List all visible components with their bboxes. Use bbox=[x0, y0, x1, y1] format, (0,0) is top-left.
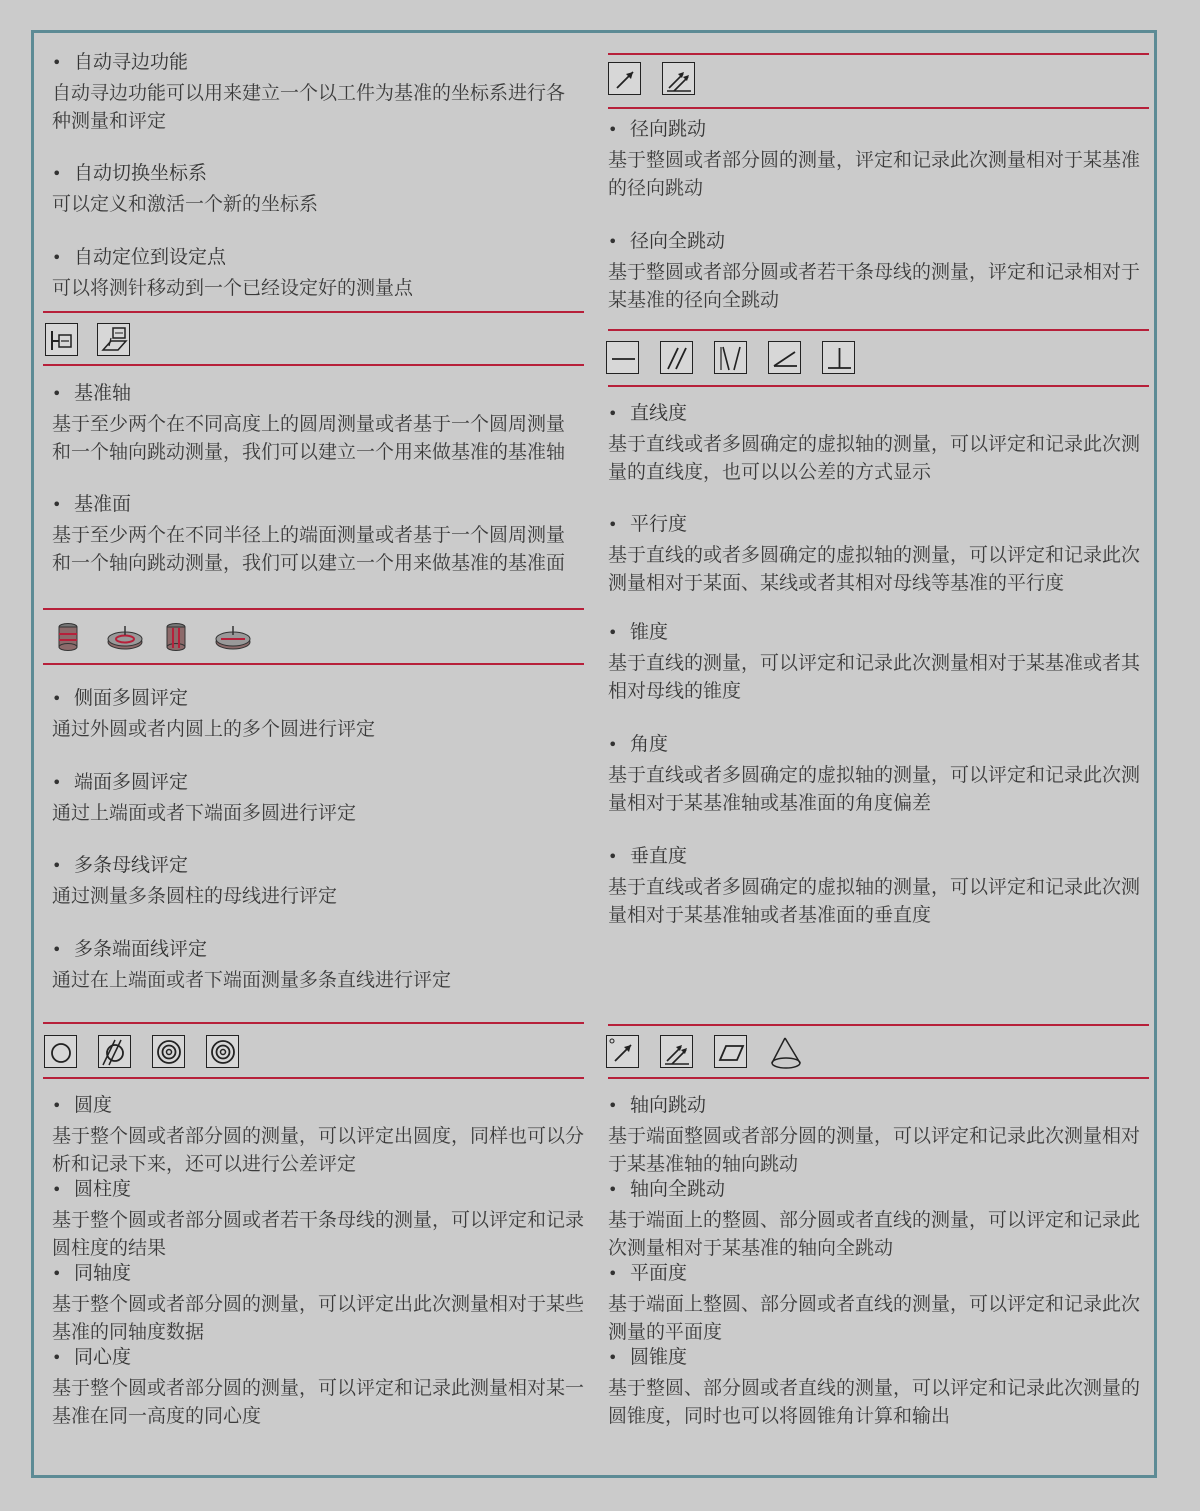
section-rule bbox=[43, 608, 584, 610]
line-icon-row bbox=[606, 341, 866, 379]
entry-perpendicularity: • 垂直度 基于直线或者多圆确定的虚拟轴的测量，可以评定和记录此次测量相对于某基准轴或者基准面的垂直度 bbox=[608, 844, 1153, 929]
datum-plane-icon bbox=[97, 323, 130, 356]
entry-title: 侧面多圆评定 bbox=[74, 687, 189, 709]
cylinder-side-icon bbox=[55, 618, 91, 654]
cylindricity-icon bbox=[98, 1035, 131, 1068]
section-rule bbox=[608, 329, 1149, 331]
entry-datum-plane: • 基准面 基于至少两个在不同半径上的端面测量或者基于一个圆周测量和一个轴向跳动测量，我们可以建立一个用来做基准的基准面 bbox=[52, 492, 582, 577]
axial-runout-icon bbox=[606, 1035, 639, 1068]
entry-multi-generatrix: • 多条母线评定 通过测量多条圆柱的母线进行评定 bbox=[52, 853, 582, 910]
section-rule bbox=[608, 1077, 1149, 1079]
entry-title: 锥度 bbox=[630, 621, 669, 643]
entry-parallelism: • 平行度 基于直线的或者多圆确定的虚拟轴的测量，可以评定和记录此次测量相对于某面、某线或者其相对母线等基准的平行度 bbox=[608, 512, 1153, 597]
disc-face-icon bbox=[107, 618, 143, 654]
disc-lines-icon bbox=[215, 618, 251, 654]
entry-body: 基于直线的或者多圆确定的虚拟轴的测量，可以评定和记录此次测量相对于某面、某线或者其相对母线等基准的平行度 bbox=[608, 544, 1141, 594]
section-rule bbox=[608, 107, 1149, 109]
entry-body: 自动寻边功能可以用来建立一个以工件为基准的坐标系进行各种测量和评定 bbox=[52, 82, 566, 132]
entry-body: 基于直线或者多圆确定的虚拟轴的测量，可以评定和记录此次测量的直线度，也可以以公差的方式显示 bbox=[608, 433, 1141, 483]
circularity-icon bbox=[44, 1035, 77, 1068]
entry-concentricity: • 同心度 基于整个圆或者部分圆的测量，可以评定和记录此测量相对某一基准在同一高度的同心度 bbox=[52, 1345, 600, 1430]
datum-icon-row bbox=[45, 323, 245, 361]
entry-body: 基于端面整圆或者部分圆的测量，可以评定和记录此次测量相对于某基准轴的轴向跳动 bbox=[608, 1125, 1141, 1175]
entry-title: 轴向全跳动 bbox=[630, 1178, 726, 1200]
flatness-icon bbox=[714, 1035, 747, 1068]
coaxiality-icon bbox=[152, 1035, 185, 1068]
cone-icon bbox=[768, 1035, 804, 1071]
entry-body: 基于整个圆或者部分圆的测量，可以评定出圆度，同样也可以分析和记录下来，还可以进行公差评定 bbox=[52, 1125, 585, 1175]
entry-body: 基于直线或者多圆确定的虚拟轴的测量，可以评定和记录此次测量相对于某基准轴或者基准面的垂直度 bbox=[608, 876, 1141, 926]
section-rule bbox=[43, 1022, 584, 1024]
entry-multi-faceline: • 多条端面线评定 通过在上端面或者下端面测量多条直线进行评定 bbox=[52, 937, 582, 994]
entry-title: 轴向跳动 bbox=[630, 1094, 707, 1116]
entry-title: 多条端面线评定 bbox=[74, 938, 208, 960]
entry-body: 基于端面上整圆、部分圆或者直线的测量，可以评定和记录此次测量的平面度 bbox=[608, 1293, 1141, 1343]
entry-multi-face: • 端面多圆评定 通过上端面或者下端面多圆进行评定 bbox=[52, 770, 582, 827]
section-rule bbox=[43, 364, 584, 366]
entry-title: 基准面 bbox=[74, 493, 132, 515]
entry-body: 基于端面上的整圆、部分圆或者直线的测量，可以评定和记录此次测量相对于某基准的轴向全跳动 bbox=[608, 1209, 1141, 1259]
entry-body: 基于至少两个在不同半径上的端面测量或者基于一个圆周测量和一个轴向跳动测量，我们可以建立一个用来做基准的基准面 bbox=[52, 524, 566, 574]
entry-title: 多条母线评定 bbox=[74, 854, 189, 876]
entry-title: 角度 bbox=[630, 733, 669, 755]
entry-title: 平行度 bbox=[630, 513, 688, 535]
entry-straightness: • 直线度 基于直线或者多圆确定的虚拟轴的测量，可以评定和记录此次测量的直线度，也可以以公差的方式显示 bbox=[608, 401, 1153, 486]
entry-body: 通过在上端面或者下端面测量多条直线进行评定 bbox=[52, 969, 452, 991]
entry-body: 通过测量多条圆柱的母线进行评定 bbox=[52, 885, 338, 907]
perpendicularity-icon bbox=[822, 341, 855, 374]
entry-body: 基于整个圆或者部分圆的测量，可以评定出此次测量相对于某些基准的同轴度数据 bbox=[52, 1293, 585, 1343]
multi-icon-row bbox=[55, 618, 265, 656]
entry-auto-edge: • 自动寻边功能 自动寻边功能可以用来建立一个以工件为基准的坐标系进行各种测量和评定 bbox=[52, 50, 582, 135]
entry-title: 自动定位到设定点 bbox=[74, 246, 227, 268]
section-rule bbox=[608, 385, 1149, 387]
entry-title: 径向全跳动 bbox=[630, 230, 726, 252]
entry-body: 基于整个圆或者部分圆的测量，可以评定和记录此测量相对某一基准在同一高度的同心度 bbox=[52, 1377, 585, 1427]
entry-angularity: • 角度 基于直线或者多圆确定的虚拟轴的测量，可以评定和记录此次测量相对于某基准轴或基准面的角度偏差 bbox=[608, 732, 1153, 817]
entry-body: 基于直线或者多圆确定的虚拟轴的测量，可以评定和记录此次测量相对于某基准轴或基准面的角度偏差 bbox=[608, 764, 1141, 814]
round-icon-row bbox=[44, 1035, 244, 1073]
entry-body: 通过外圆或者内圆上的多个圆进行评定 bbox=[52, 718, 376, 740]
entry-coaxiality: • 同轴度 基于整个圆或者部分圆的测量，可以评定出此次测量相对于某些基准的同轴度数据 bbox=[52, 1261, 600, 1346]
entry-body: 可以将测针移动到一个已经设定好的测量点 bbox=[52, 277, 414, 299]
section-rule bbox=[43, 311, 584, 313]
entry-title: 同心度 bbox=[74, 1346, 132, 1368]
angularity-icon bbox=[768, 341, 801, 374]
entry-cone: • 圆锥度 基于整圆、部分圆或者直线的测量，可以评定和记录此次测量的圆锥度，同时也可以将圆锥角计算和输出 bbox=[608, 1345, 1156, 1430]
entry-total-radial-runout: • 径向全跳动 基于整圆或者部分圆或者若干条母线的测量，评定和记录相对于某基准的径向全跳动 bbox=[608, 229, 1153, 314]
entry-title: 基准轴 bbox=[74, 382, 132, 404]
entry-radial-runout: • 径向跳动 基于整圆或者部分圆的测量，评定和记录此次测量相对于某基准的径向跳动 bbox=[608, 117, 1153, 202]
total-radial-runout-icon bbox=[662, 62, 695, 95]
entry-body: 基于直线的测量，可以评定和记录此次测量相对于某基准或者其相对母线的锥度 bbox=[608, 652, 1141, 702]
entry-body: 基于整圆或者部分圆或者若干条母线的测量，评定和记录相对于某基准的径向全跳动 bbox=[608, 261, 1141, 311]
total-axial-runout-icon bbox=[660, 1035, 693, 1068]
entry-body: 基于整圆或者部分圆的测量，评定和记录此次测量相对于某基准的径向跳动 bbox=[608, 149, 1141, 199]
entry-body: 基于整圆、部分圆或者直线的测量，可以评定和记录此次测量的圆锥度，同时也可以将圆锥角计算和输出 bbox=[608, 1377, 1141, 1427]
entry-axial-runout: • 轴向跳动 基于端面整圆或者部分圆的测量，可以评定和记录此次测量相对于某基准轴的轴向跳动 bbox=[608, 1093, 1156, 1178]
radial-icon-row bbox=[608, 62, 808, 100]
entry-body: 基于整个圆或者部分圆或者若干条母线的测量，可以评定和记录圆柱度的结果 bbox=[52, 1209, 585, 1259]
entry-datum-axis: • 基准轴 基于至少两个在不同高度上的圆周测量或者基于一个圆周测量和一个轴向跳动测量，我们可以建立一个用来做基准的基准轴 bbox=[52, 381, 582, 466]
entry-title: 平面度 bbox=[630, 1262, 688, 1284]
entry-title: 垂直度 bbox=[630, 845, 688, 867]
radial-runout-icon bbox=[608, 62, 641, 95]
section-rule bbox=[43, 1077, 584, 1079]
entry-title: 圆度 bbox=[74, 1094, 113, 1116]
entry-flatness: • 平面度 基于端面上整圆、部分圆或者直线的测量，可以评定和记录此次测量的平面度 bbox=[608, 1261, 1156, 1346]
axial-icon-row bbox=[606, 1035, 826, 1073]
entry-title: 圆柱度 bbox=[74, 1178, 132, 1200]
entry-title: 自动切换坐标系 bbox=[74, 162, 208, 184]
datum-axis-icon bbox=[45, 323, 78, 356]
entry-title: 直线度 bbox=[630, 402, 688, 424]
entry-title: 同轴度 bbox=[74, 1262, 132, 1284]
section-rule bbox=[608, 1024, 1149, 1026]
entry-title: 自动寻边功能 bbox=[74, 51, 189, 73]
entry-title: 圆锥度 bbox=[630, 1346, 688, 1368]
entry-multi-side: • 侧面多圆评定 通过外圆或者内圆上的多个圆进行评定 bbox=[52, 686, 582, 743]
entry-body: 可以定义和激活一个新的坐标系 bbox=[52, 193, 319, 215]
straightness-icon bbox=[606, 341, 639, 374]
entry-body: 基于至少两个在不同高度上的圆周测量或者基于一个圆周测量和一个轴向跳动测量，我们可以建立一个用来做基准的基准轴 bbox=[52, 413, 566, 463]
concentricity-icon bbox=[206, 1035, 239, 1068]
entry-taper: • 锥度 基于直线的测量，可以评定和记录此次测量相对于某基准或者其相对母线的锥度 bbox=[608, 620, 1153, 705]
entry-body: 通过上端面或者下端面多圆进行评定 bbox=[52, 802, 357, 824]
section-rule bbox=[43, 663, 584, 665]
entry-roundness: • 圆度 基于整个圆或者部分圆的测量，可以评定出圆度，同样也可以分析和记录下来，还可以进行公差评定 bbox=[52, 1093, 600, 1178]
parallelism-icon bbox=[660, 341, 693, 374]
cylinder-lines-icon bbox=[163, 618, 199, 654]
taper-icon bbox=[714, 341, 747, 374]
entry-auto-coord: • 自动切换坐标系 可以定义和激活一个新的坐标系 bbox=[52, 161, 582, 218]
entry-auto-position: • 自动定位到设定点 可以将测针移动到一个已经设定好的测量点 bbox=[52, 245, 582, 302]
section-rule bbox=[608, 53, 1149, 55]
entry-cylindricity: • 圆柱度 基于整个圆或者部分圆或者若干条母线的测量，可以评定和记录圆柱度的结果 bbox=[52, 1177, 600, 1262]
entry-title: 径向跳动 bbox=[630, 118, 707, 140]
entry-title: 端面多圆评定 bbox=[74, 771, 189, 793]
entry-total-axial-runout: • 轴向全跳动 基于端面上的整圆、部分圆或者直线的测量，可以评定和记录此次测量相对于某基准的轴向全跳动 bbox=[608, 1177, 1156, 1262]
